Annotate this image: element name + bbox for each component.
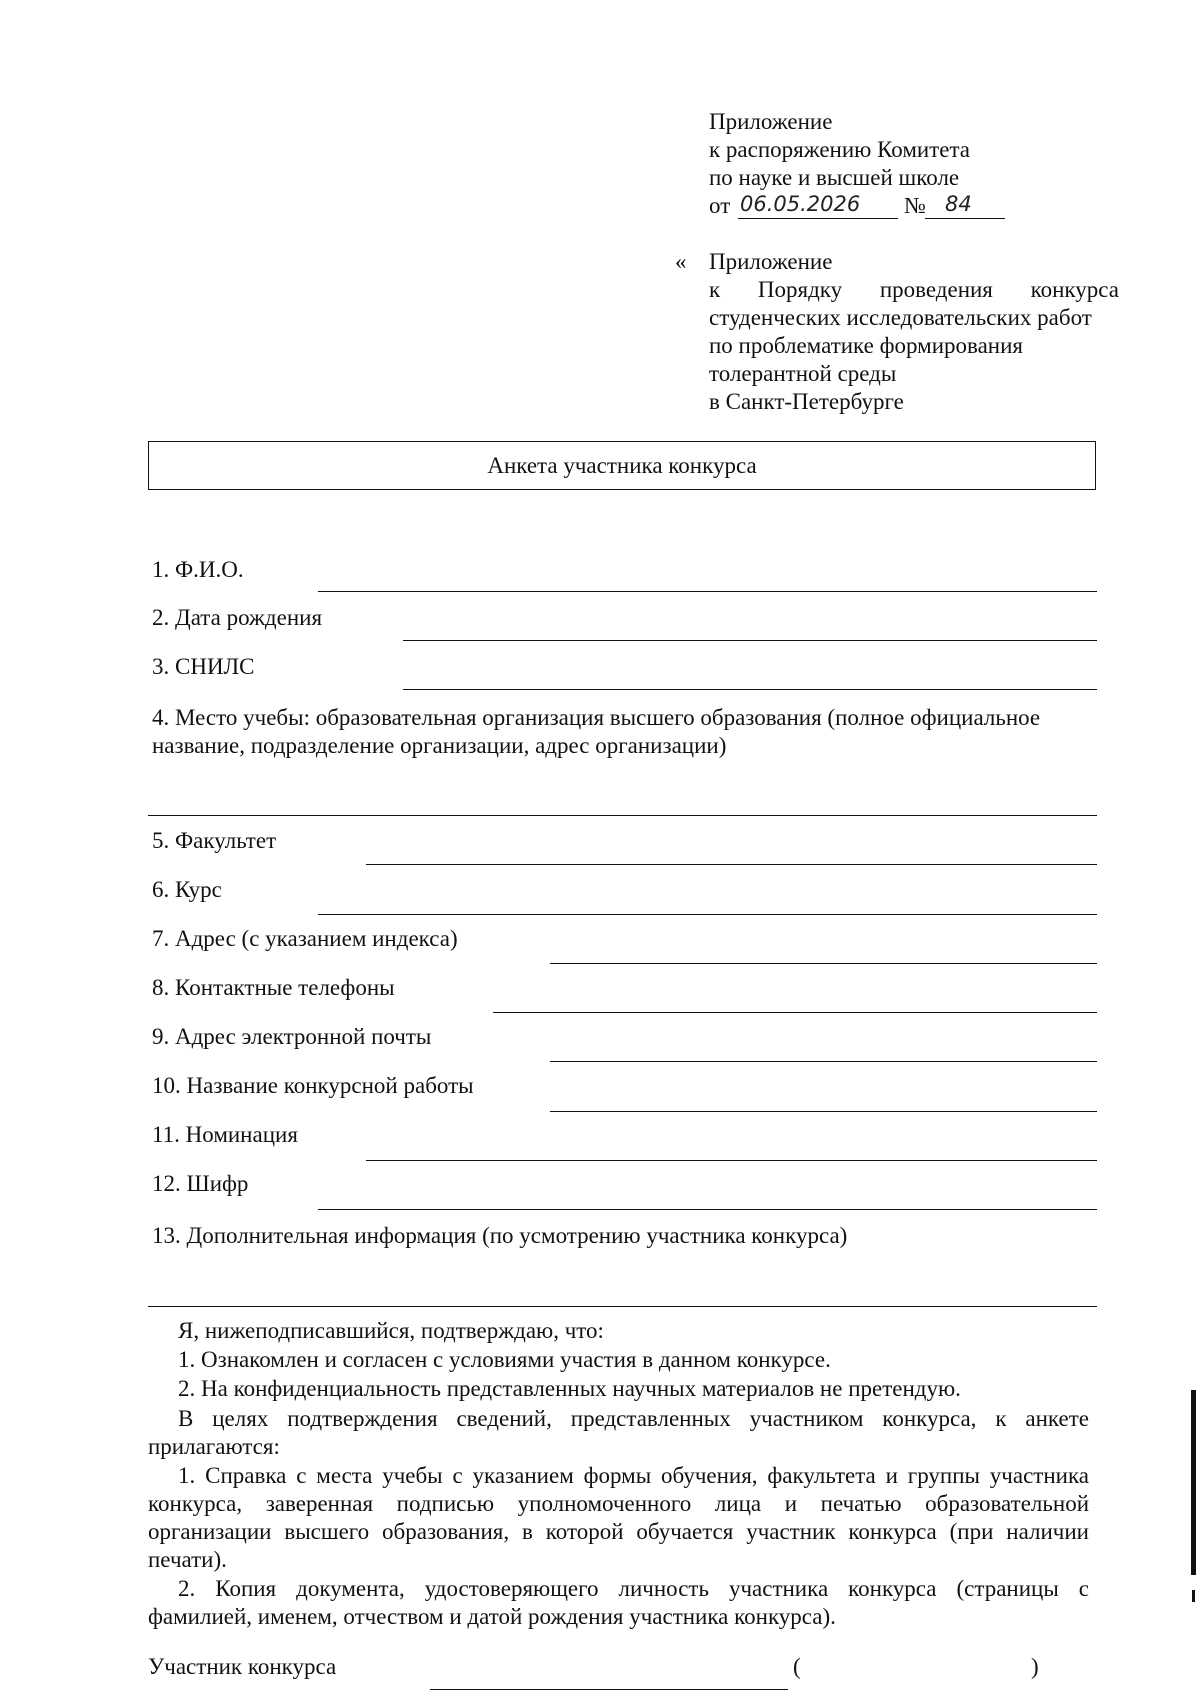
procedure-word-2: Порядку: [757, 277, 843, 302]
number-underline: [925, 218, 1005, 219]
field-label-birthdate: 2. Дата рождения: [152, 605, 323, 630]
field-line-nomination[interactable]: [366, 1160, 1097, 1161]
field-line-email[interactable]: [550, 1061, 1097, 1062]
name-close-paren: ): [1031, 1654, 1039, 1679]
field-line-phones[interactable]: [493, 1012, 1097, 1013]
field-line-study-place[interactable]: [148, 815, 1097, 816]
attachment-2-line-2: фамилией, именем, отчеством и датой рождения участника конкурса).: [148, 1604, 836, 1629]
date-underline: [738, 218, 898, 219]
field-label-nomination: 11. Номинация: [152, 1122, 298, 1147]
declaration-intro: Я, нижеподписавшийся, подтверждаю, что:: [178, 1318, 604, 1343]
procedure-word-1: к: [709, 277, 721, 302]
field-line-course[interactable]: [318, 914, 1097, 915]
handwritten-date: 06.05.2026: [740, 192, 861, 216]
form-title: Анкета участника конкурса: [487, 453, 757, 478]
signature-line[interactable]: [430, 1689, 788, 1690]
appendix-order-line: к распоряжению Комитета: [709, 137, 970, 162]
appendix-label: Приложение: [709, 109, 833, 134]
procedure-word-3: проведения: [879, 277, 993, 302]
field-label-snils: 3. СНИЛС: [152, 654, 255, 679]
attachment-1-line-4: печати).: [148, 1547, 227, 1572]
attachment-1-line-1: 1. Справка с места учебы с указанием формы обучения, факультета и группы участника: [178, 1463, 1089, 1488]
field-label-additional-info: 13. Дополнительная информация (по усмотрению участника конкурса): [152, 1223, 848, 1248]
name-open-paren: (: [793, 1654, 801, 1679]
field-label-course: 6. Курс: [152, 877, 222, 902]
date-prefix: от: [709, 193, 731, 218]
attachment-2-line-1: 2. Копия документа, удостоверяющего личность участника конкурса (страницы с: [178, 1576, 1089, 1601]
field-line-birthdate[interactable]: [403, 640, 1097, 641]
appendix2-line4: по проблематике формирования: [709, 333, 1023, 358]
field-label-address: 7. Адрес (с указанием индекса): [152, 926, 458, 951]
field-label-study-place-1: 4. Место учебы: образовательная организация высшего образования (полное официальное: [152, 705, 1041, 730]
appendix2-label: Приложение: [709, 249, 833, 274]
field-line-additional-info[interactable]: [148, 1306, 1097, 1307]
field-line-address[interactable]: [550, 963, 1097, 964]
attachments-intro-2: прилагаются:: [148, 1434, 280, 1459]
appendix-committee-line: по науке и высшей школе: [709, 165, 960, 190]
declaration-item-1: 1. Ознакомлен и согласен с условиями участия в данном конкурсе.: [178, 1347, 831, 1372]
procedure-word-4: конкурса: [1030, 277, 1119, 302]
appendix2-line3: студенческих исследовательских работ: [709, 305, 1092, 330]
field-label-phones: 8. Контактные телефоны: [152, 975, 395, 1000]
field-label-work-title: 10. Название конкурсной работы: [152, 1073, 474, 1098]
field-label-code: 12. Шифр: [152, 1171, 249, 1196]
scan-edge-mark-small: [1192, 1590, 1195, 1602]
declaration-item-2: 2. На конфиденциальность представленных научных материалов не претендую.: [178, 1376, 961, 1401]
field-label-email: 9. Адрес электронной почты: [152, 1024, 432, 1049]
field-label-study-place-2: название, подразделение организации, адрес организации): [152, 733, 727, 758]
field-line-faculty[interactable]: [366, 864, 1097, 865]
field-line-work-title[interactable]: [550, 1111, 1097, 1112]
attachment-1-line-3: организации высшего образования, в которой обучается участник конкурса (при наличии: [148, 1519, 1089, 1544]
appendix2-procedure-line: [709, 276, 1119, 304]
number-prefix: №: [904, 193, 926, 218]
attachment-1-line-2: конкурса, заверенная подписью уполномоченного лица и печатью образовательной: [148, 1491, 1089, 1516]
appendix2-line6: в Санкт-Петербурге: [709, 389, 904, 414]
field-line-fio[interactable]: [318, 591, 1097, 592]
scan-edge-mark: [1191, 1390, 1196, 1575]
form-title-box: [148, 441, 1096, 490]
handwritten-number: 84: [945, 192, 972, 216]
appendix2-line5: толерантной среды: [709, 361, 897, 386]
opening-quote: «: [675, 249, 687, 274]
field-line-snils[interactable]: [403, 689, 1097, 690]
field-label-faculty: 5. Факультет: [152, 828, 277, 853]
field-label-fio: 1. Ф.И.О.: [152, 557, 244, 582]
field-line-code[interactable]: [318, 1209, 1097, 1210]
attachments-intro-1: В целях подтверждения сведений, представленных участником конкурса, к анкете: [178, 1406, 1089, 1431]
signature-label: Участник конкурса: [148, 1654, 337, 1679]
